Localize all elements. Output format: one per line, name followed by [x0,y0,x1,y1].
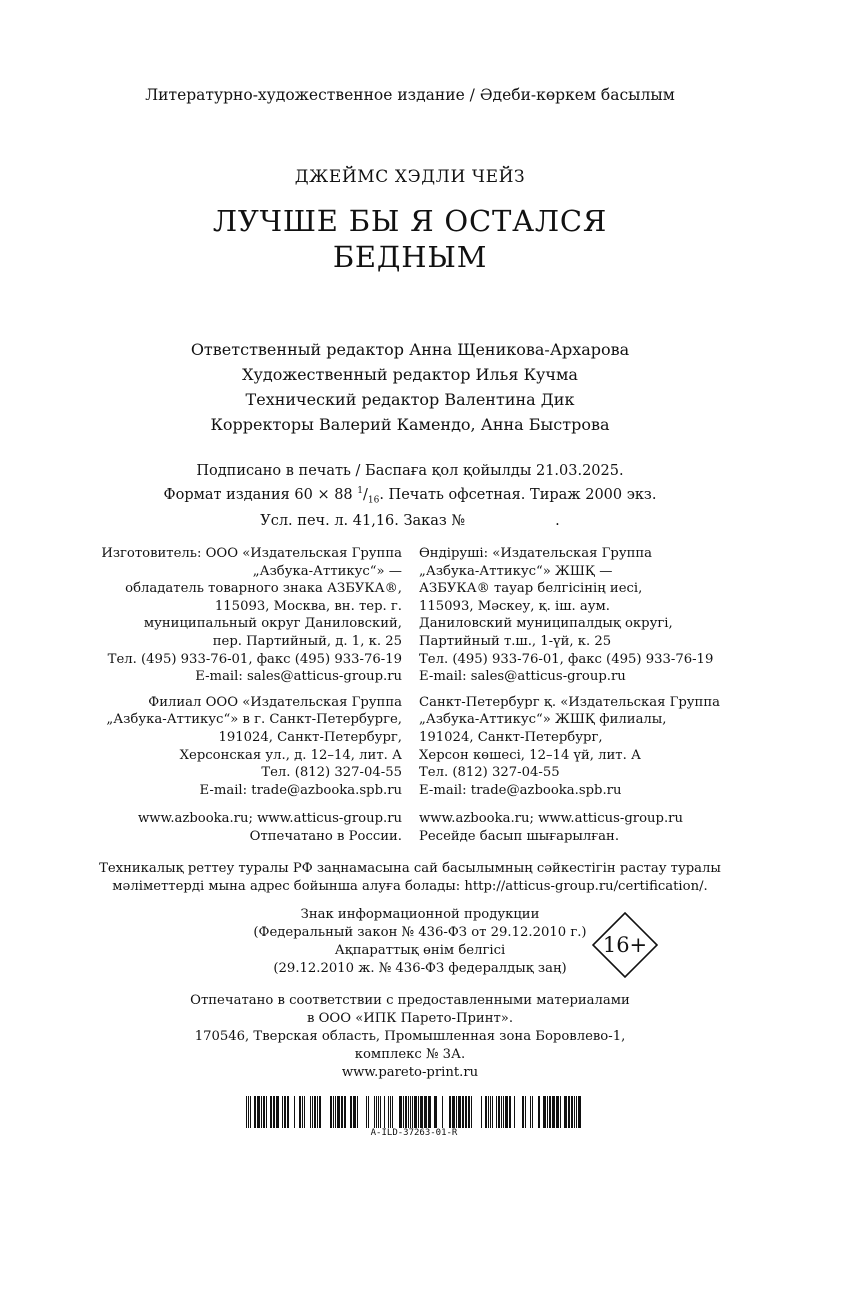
barcode-bar [543,1096,546,1128]
imprint-block [0,461,820,531]
barcode-icon [244,1096,584,1128]
barcode-bar [490,1096,491,1128]
branch-kz-line: Херсон көшесі, 12–14 үй, лит. А [419,747,641,763]
manufacturer-ru-line: обладатель товарного знака АЗБУКА®, [125,581,402,597]
barcode-bar [330,1096,332,1128]
barcode-bar [384,1096,385,1128]
manufacturer-kz-line: E-mail: sales@atticus-group.ru [419,669,626,685]
barcode-bar [392,1096,393,1128]
barcode-bar [471,1096,472,1128]
barcode-bar [571,1096,573,1128]
barcode-bar [452,1096,455,1128]
barcode-bar [254,1096,256,1128]
author-name: ДЖЕЙМС ХЭДЛИ ЧЕЙЗ [294,167,526,187]
barcode-bar [424,1096,427,1128]
barcode-bar [412,1096,413,1128]
barcode-bar [380,1096,381,1128]
branch-kz-line: E-mail: trade@azbooka.spb.ru [419,782,622,798]
barcode-bar [341,1096,343,1128]
barcode-bar [547,1096,548,1128]
barcode-bar [405,1096,407,1128]
barcode-bar [564,1096,567,1128]
barcode-bar [549,1096,551,1128]
barcode-bar [294,1096,295,1128]
barcode-bar [273,1096,275,1128]
web-kz-line: Ресейде басып шығарылған. [419,828,620,844]
barcode-bar [560,1096,561,1128]
barcode-bar [574,1096,575,1128]
manufacturer-ru-line: пер. Партийный, д. 1, к. 25 [212,633,402,649]
certification-line: Техникалық реттеу туралы РФ заңнамасына сай басылымның сәйкестігін растау туралы [99,861,721,876]
barcode-bar [266,1096,267,1128]
format-suffix: . Печать офсетная. Тираж 2000 экз. [379,486,657,503]
barcode-bar [261,1096,262,1128]
barcode-bar [350,1096,352,1128]
barcode-bar [449,1096,451,1128]
barcode-bar [532,1096,533,1128]
barcode-bar [501,1096,502,1128]
barcode-bar [514,1096,515,1128]
branch-ru-line: Тел. (812) 327-04-55 [261,765,402,781]
barcode-bar [434,1096,437,1128]
web-ru-line: www.azbooka.ru; www.atticus-group.ru [138,811,402,827]
printer-line: комплекс № 3А. [354,1047,466,1062]
barcode-bar [314,1096,316,1128]
sheets-line [0,511,820,531]
barcode-bar [276,1096,279,1128]
printer-info [0,992,820,1082]
manufacturer-ru-line: муниципальный округ Даниловский, [143,616,402,632]
barcode-caption: A-ILD-37263-01-R [370,1128,458,1138]
branch-ru-line: E-mail: trade@azbooka.spb.ru [199,782,402,798]
format-denominator: 16 [367,495,380,506]
format-line: Формат издания 60 × 88 $^1/_{16}$. Печать офсетная. Тираж 2000 экз. [163,486,657,506]
manufacturer-ru-line: 115093, Москва, вн. тер. г. [214,598,402,614]
barcode-bar [302,1096,303,1128]
barcode-bar [250,1096,251,1128]
branch-kz-line: Тел. (812) 327-04-55 [419,765,560,781]
barcode-bar [388,1096,389,1128]
barcode-bar [333,1096,334,1128]
manufacturer-kz-line: АЗБУКА® тауар белгісінің иесі, [419,581,643,597]
manufacturer-kz-line: Тел. (495) 933-76-01, факс (495) 933-76-19 [419,651,714,667]
barcode-bar [414,1096,417,1128]
credit-line: Художественный редактор Илья Кучма [242,365,578,384]
info-sign-line: (29.12.2010 ж. № 436-ФЗ федералдық заң) [273,961,567,976]
barcode-bar [353,1096,356,1128]
barcode-bar [485,1096,487,1128]
barcode-bar [525,1096,526,1128]
web-ru-line: Отпечатано в России. [249,828,402,844]
barcode-bar [462,1096,464,1128]
barcode-bar [246,1096,247,1128]
barcode-bar [368,1096,369,1128]
web-kz-line: www.azbooka.ru; www.atticus-group.ru [419,811,683,827]
barcode-bar [317,1096,318,1128]
sheets-text: Усл. печ. л. 41,16. Заказ № [260,512,466,529]
barcode-bar [287,1096,289,1128]
credit-line: Ответственный редактор Анна Щеникова-Архарова [190,340,630,359]
branch-kz-line: 191024, Санкт-Петербург, [419,729,603,745]
barcode-bar [522,1096,524,1128]
credit-line: Корректоры Валерий Камендо, Анна Быстрова [210,415,610,434]
age-rating-badge [592,912,658,978]
branch-ru-line: 191024, Санкт-Петербург, [218,729,402,745]
barcode-bar [492,1096,493,1128]
barcode-bar [344,1096,346,1128]
manufacturer-kz-line: Даниловский муниципалдық округі, [419,616,673,632]
barcode-bar [248,1096,249,1128]
barcode-bar [465,1096,467,1128]
branch-kz-line: Санкт-Петербург қ. «Издательская Группа [419,694,720,710]
printer-line: 170546, Тверская область, Промышленная зона Боровлево-1, [194,1029,626,1044]
certification-note [0,860,820,896]
info-sign-line: Знак информационной продукции [300,907,540,922]
barcode-bar [503,1096,504,1128]
branch-kz-line: „Азбука-Аттикус“» ЖШҚ филиалы, [419,712,667,728]
barcode-bar [418,1096,419,1128]
barcode-bar [284,1096,286,1128]
barcode-bar [319,1096,321,1128]
printer-line: www.pareto-print.ru [341,1065,479,1080]
printer-line: Отпечатано в соответствии с предоставленными материалами [190,993,630,1008]
barcode-bar [468,1096,470,1128]
barcode-bar [374,1096,375,1128]
info-product-sign [210,906,630,978]
info-sign-line: Ақпараттық өнім белгісі [334,943,506,958]
format-numerator: 1 [357,486,363,496]
branch-ru-line: Филиал ООО «Издательская Группа [148,694,402,710]
title-line-2: БЕДНЫМ [332,240,488,274]
barcode-bar [538,1096,540,1128]
barcode-bar [509,1096,511,1128]
barcode-bar [399,1096,402,1128]
barcode-bar [442,1096,443,1128]
manufacturer-ru-line: Тел. (495) 933-76-01, факс (495) 933-76-19 [107,651,402,667]
barcode-bar [498,1096,500,1128]
title-line-1: ЛУЧШЕ БЫ Я ОСТАЛСЯ [212,204,608,238]
genre-line: Литературно-художественное издание / Әдеби-көркем басылым [145,86,675,104]
barcode-bar [335,1096,336,1128]
barcode-bar [456,1096,457,1128]
format-prefix: Формат издания 60 × 88 [163,486,353,503]
barcode-bar [420,1096,423,1128]
barcode-bar [410,1096,411,1128]
manufacturer-ru [80,545,402,846]
barcode-bar [556,1096,559,1128]
barcode-bar [299,1096,301,1128]
book-title [0,203,820,275]
barcode-bar [496,1096,497,1128]
barcode-bar [568,1096,570,1128]
barcode-bar [282,1096,283,1128]
barcode-bar [458,1096,461,1128]
credits-block [0,337,820,437]
barcode-bar [270,1096,272,1128]
barcode-bar [488,1096,489,1128]
age-rating-text: 16+ [602,933,648,957]
barcode-bar [257,1096,260,1128]
manufacturer-ru-line: E-mail: sales@atticus-group.ru [195,669,402,685]
barcode-bar [304,1096,305,1128]
signed-date: Подписано в печать / Баспаға қол қойылды 21.03.2025. [196,463,624,479]
barcode-bar [552,1096,555,1128]
manufacturer-kz-line: 115093, Мәскеу, қ. іш. аум. [419,598,610,614]
barcode-bar [403,1096,404,1128]
barcode-bar [576,1096,577,1128]
barcode-bar [390,1096,391,1128]
barcode-bar [376,1096,377,1128]
barcode-bar [357,1096,358,1128]
barcode-bar [263,1096,265,1128]
barcode-bar [310,1096,311,1128]
manufacturer-kz-line: Партийный т.ш., 1-үй, к. 25 [419,633,612,649]
barcode-bar [505,1096,508,1128]
barcode-bar [408,1096,409,1128]
order-end: . [555,512,560,529]
manufacturer-kz-line: Өндіруші: «Издательская Группа [419,546,653,561]
barcode-bar [481,1096,482,1128]
printer-line: в ООО «ИПК Парето-Принт». [306,1011,514,1026]
barcode-bar [428,1096,431,1128]
branch-ru-line: „Азбука-Аттикус“» в г. Санкт-Петербурге, [106,712,402,728]
barcode-bar [312,1096,313,1128]
credit-line: Технический редактор Валентина Дик [245,390,575,409]
manufacturer-kz-line: „Азбука-Аттикус“» ЖШҚ — [419,563,613,579]
branch-ru-line: Херсонская ул., д. 12–14, лит. А [179,747,402,763]
manufacturer-kz [419,545,749,846]
info-sign-line: (Федеральный закон № 436-ФЗ от 29.12.2010 г.) [253,925,587,940]
manufacturer-ru-line: Изготовитель: ООО «Издательская Группа [101,546,402,561]
barcode-bar [366,1096,367,1128]
barcode-bar [530,1096,531,1128]
barcode-bar [337,1096,340,1128]
barcode-bar [378,1096,379,1128]
certification-line: мәліметтерді мына адрес бойынша алуға болады: http://atticus-group.ru/certification/. [112,879,708,894]
barcode-bar [578,1096,581,1128]
manufacturer-ru-line: „Азбука-Аттикус“» — [252,563,402,579]
